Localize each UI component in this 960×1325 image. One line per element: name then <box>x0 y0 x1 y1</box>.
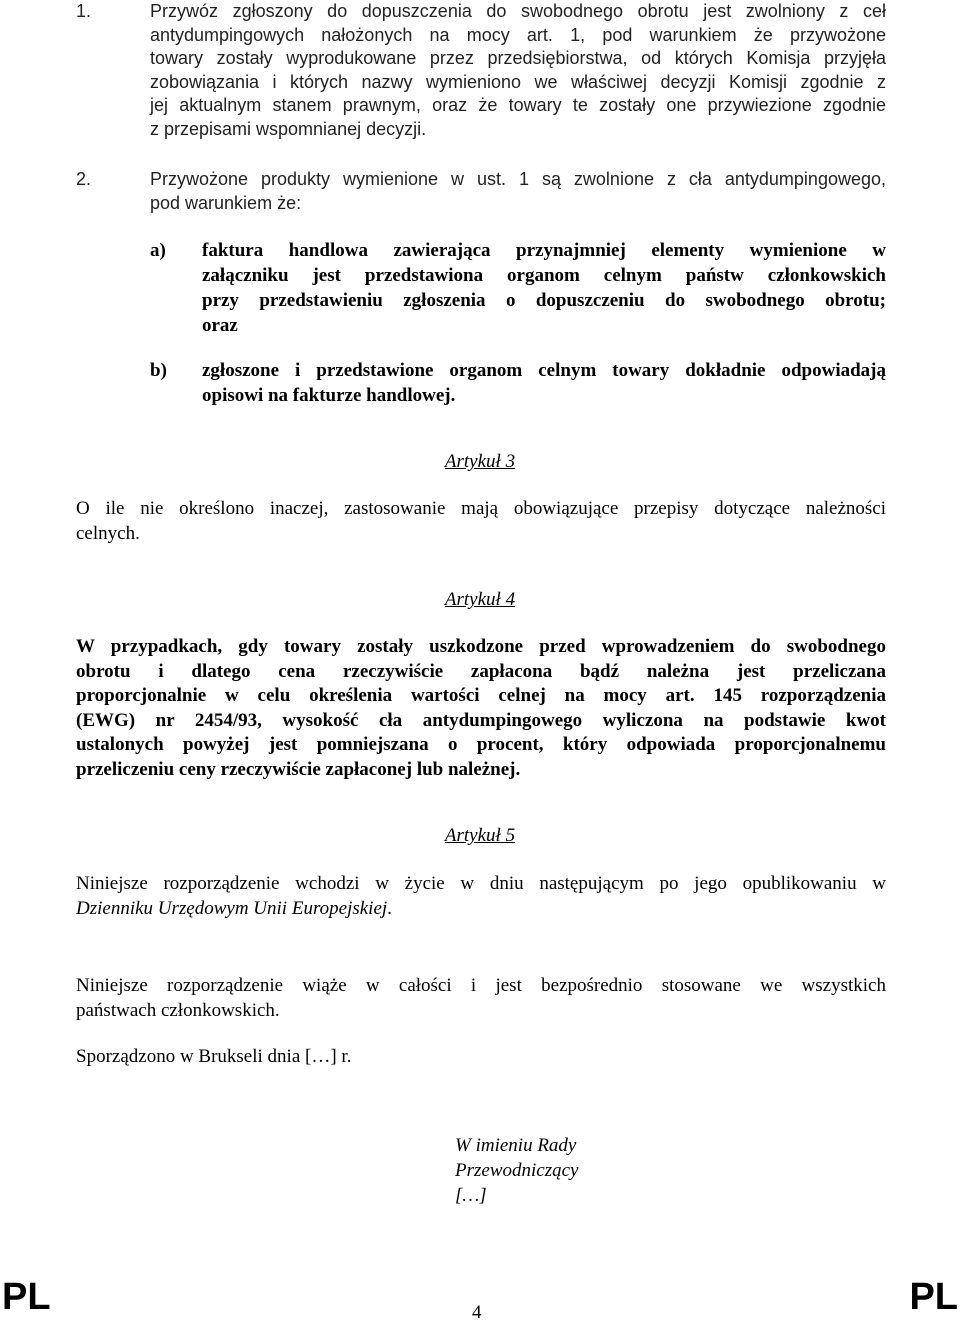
article-4-heading: Artykuł 4 <box>444 589 516 610</box>
point-2-text <box>150 168 886 215</box>
item-a-text <box>202 238 886 338</box>
item-b-line: zgłoszone i przedstawione organom celnym towary dokładnie odpowiadają <box>202 360 886 381</box>
item-a-line: przy przedstawieniu zgłoszenia o dopuszczeniu do swobodnego obrotu; <box>202 290 886 311</box>
page-number: 4 <box>472 1302 482 1323</box>
article-3-line: O ile nie określono inaczej, zastosowanie mają obowiązujące przepisy dotyczące należności <box>76 498 886 519</box>
article-4-line: ustalonych powyżej jest pomniejszana o procent, który odpowiada proporcjonalnemu <box>76 734 886 755</box>
done-at: Sporządzono w Brukseli dnia […] r. <box>76 1046 352 1067</box>
article-4-text <box>76 635 886 782</box>
article-3-heading: Artykuł 3 <box>444 451 516 472</box>
signature-line: Przewodniczący <box>455 1160 579 1181</box>
item-b-line: opisowi na fakturze handlowej. <box>202 385 456 406</box>
point-2-number: 2. <box>76 169 92 189</box>
article-3-text <box>76 496 886 546</box>
article-4-line: (EWG) nr 2454/93, wysokość cła antydumpingowego wyliczona na podstawie kwot <box>76 709 886 731</box>
article-5-line: Niniejsze rozporządzenie wchodzi w życie w dniu następującym po jego opublikowaniu w <box>76 873 886 894</box>
official-journal-title: Dzienniku Urzędowym Unii Europejskiej <box>76 898 388 919</box>
point-1-line: antydumpingowych nałożonych na mocy art. 1, pod warunkiem że przywożone <box>150 24 886 45</box>
signature-line: W imieniu Rady <box>455 1135 577 1156</box>
point-1-line: towary zostały wyprodukowane przez przedsiębiorstwa, od których Komisja przyjęła <box>150 48 886 68</box>
article-4-line: obrotu i dlatego cena rzeczywiście zapłacona bądź należna jest przeliczana <box>76 660 886 682</box>
point-1-number: 1. <box>76 1 92 21</box>
article-5-heading: Artykuł 5 <box>444 825 516 846</box>
article-5-line <box>76 896 886 921</box>
item-a-line: oraz <box>202 315 238 336</box>
item-a-label: a) <box>150 240 166 261</box>
point-2-line: pod warunkiem że: <box>150 192 302 213</box>
article-3-line: celnych. <box>76 523 140 544</box>
point-1-line: zobowiązania i których nazwy wymieniono we właściwej decyzji Komisji zgodnie z <box>150 71 886 92</box>
article-4-line: przeliczeniu ceny rzeczywiście zapłaconej lub należnej. <box>76 758 521 780</box>
point-1-line: jej aktualnym stanem prawnym, oraz że towary te zostały one przywiezione zgodnie <box>150 95 886 115</box>
binding-line: państwach członkowskich. <box>76 1000 280 1021</box>
binding-clause <box>76 973 886 1023</box>
article-5-entry-into-force <box>76 871 886 921</box>
footer-language-right: PL <box>909 1276 958 1318</box>
item-a-line: załączniku jest przedstawiona organom celnym państw członkowskich <box>202 265 886 286</box>
signature-block <box>455 1133 578 1208</box>
period: . <box>387 898 392 919</box>
item-a-line: faktura handlowa zawierająca przynajmniej elementy wymienione w <box>202 240 886 261</box>
item-b-label: b) <box>150 360 167 381</box>
point-2-line: Przywożone produkty wymienione w ust. 1 są zwolnione z cła antydumpingowego, <box>150 169 886 189</box>
article-4-line: W przypadkach, gdy towary zostały uszkodzone przed wprowadzeniem do swobodnego <box>76 636 886 657</box>
footer-language-left: PL <box>2 1276 51 1318</box>
signature-line: […] <box>455 1185 487 1206</box>
binding-line: Niniejsze rozporządzenie wiąże w całości i jest bezpośrednio stosowane we wszystkich <box>76 975 886 996</box>
point-1-text <box>150 0 886 141</box>
point-1-line: z przepisami wspomnianej decyzji. <box>150 118 427 139</box>
point-1-line: Przywóz zgłoszony do dopuszczenia do swobodnego obrotu jest zwolniony z ceł <box>150 1 886 21</box>
item-b-text <box>202 358 886 408</box>
article-4-line: proporcjonalnie w celu określenia wartości celnej na mocy art. 145 rozporządzenia <box>76 685 886 706</box>
